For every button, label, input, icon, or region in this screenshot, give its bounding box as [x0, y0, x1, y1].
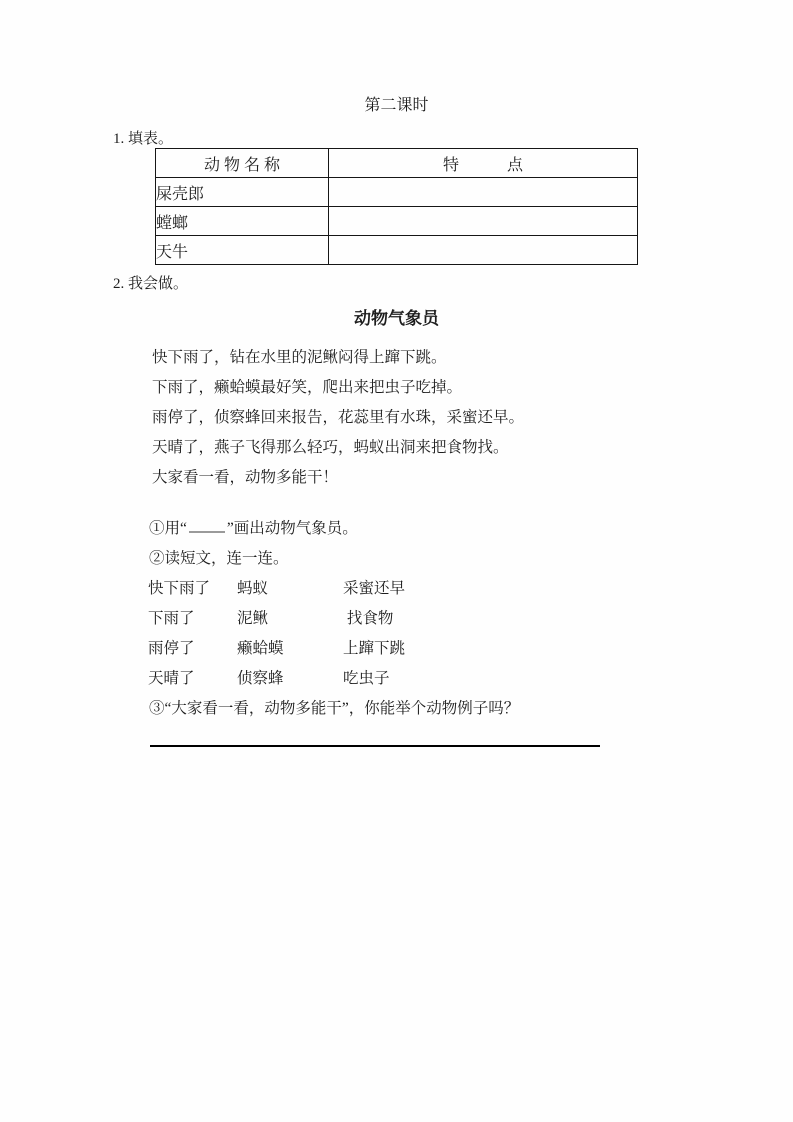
match-animal-cell[interactable]: 泥鳅	[237, 610, 269, 627]
animals-table	[155, 148, 638, 265]
match-behavior-cell[interactable]: 找食物	[343, 610, 394, 627]
passage-line: 雨停了，侦察蜂回来报告，花蕊里有水珠，采蜜还早。	[152, 409, 525, 426]
match-behavior-cell[interactable]: 采蜜还早	[343, 580, 406, 597]
match-behavior-cell[interactable]: 上蹿下跳	[343, 640, 406, 657]
passage-line: 下雨了，癞蛤蟆最好笑，爬出来把虫子吃掉。	[152, 379, 463, 396]
table-header-animal-name: 动 物 名 称	[156, 149, 329, 178]
sub-question-1-prefix: ①用“	[149, 520, 187, 537]
passage-line: 大家看一看，动物多能干！	[152, 469, 339, 486]
sub-question-3: ③“大家看一看，动物多能干”，你能举个动物例子吗？	[149, 700, 520, 717]
match-animal-cell[interactable]: 蚂蚁	[237, 580, 269, 597]
sub-question-1-suffix: ”画出动物气象员。	[226, 520, 358, 537]
animal-name-cell: 天牛	[156, 236, 329, 265]
animal-name-cell: 屎壳郎	[156, 178, 329, 207]
question-2-label: 2. 我会做。	[113, 276, 189, 292]
table-header-features: 特 点	[329, 149, 638, 178]
feature-blank-cell[interactable]	[329, 207, 638, 236]
match-weather-cell[interactable]: 雨停了	[148, 640, 195, 657]
table-row	[156, 207, 638, 236]
passage-title: 动物气象员	[354, 309, 439, 328]
match-weather-cell[interactable]: 快下雨了	[148, 580, 211, 597]
matching-exercise	[148, 574, 793, 694]
feature-blank-cell[interactable]	[329, 178, 638, 207]
match-weather-cell[interactable]: 天晴了	[148, 670, 195, 687]
table-row	[156, 236, 638, 265]
page-title: 第二课时	[364, 97, 429, 114]
sub-question-2: ②读短文，连一连。	[149, 550, 289, 567]
answer-blank[interactable]	[189, 517, 225, 533]
passage-line: 天晴了，燕子飞得那么轻巧，蚂蚁出洞来把食物找。	[152, 439, 509, 456]
sub-question-1	[149, 514, 793, 544]
question-1-label: 1. 填表。	[113, 131, 174, 147]
feature-blank-cell[interactable]	[329, 236, 638, 265]
animal-name-cell: 螳螂	[156, 207, 329, 236]
table-header-row	[156, 149, 638, 178]
passage-line: 快下雨了，钻在水里的泥鳅闷得上蹿下跳。	[152, 349, 447, 366]
answer-line[interactable]	[150, 745, 600, 747]
table-row	[156, 178, 638, 207]
passage	[152, 343, 793, 493]
match-animal-cell[interactable]: 侦察蜂	[237, 670, 284, 687]
match-weather-cell[interactable]: 下雨了	[148, 610, 195, 627]
match-behavior-cell[interactable]: 吃虫子	[343, 670, 390, 687]
match-animal-cell[interactable]: 癞蛤蟆	[237, 640, 284, 657]
